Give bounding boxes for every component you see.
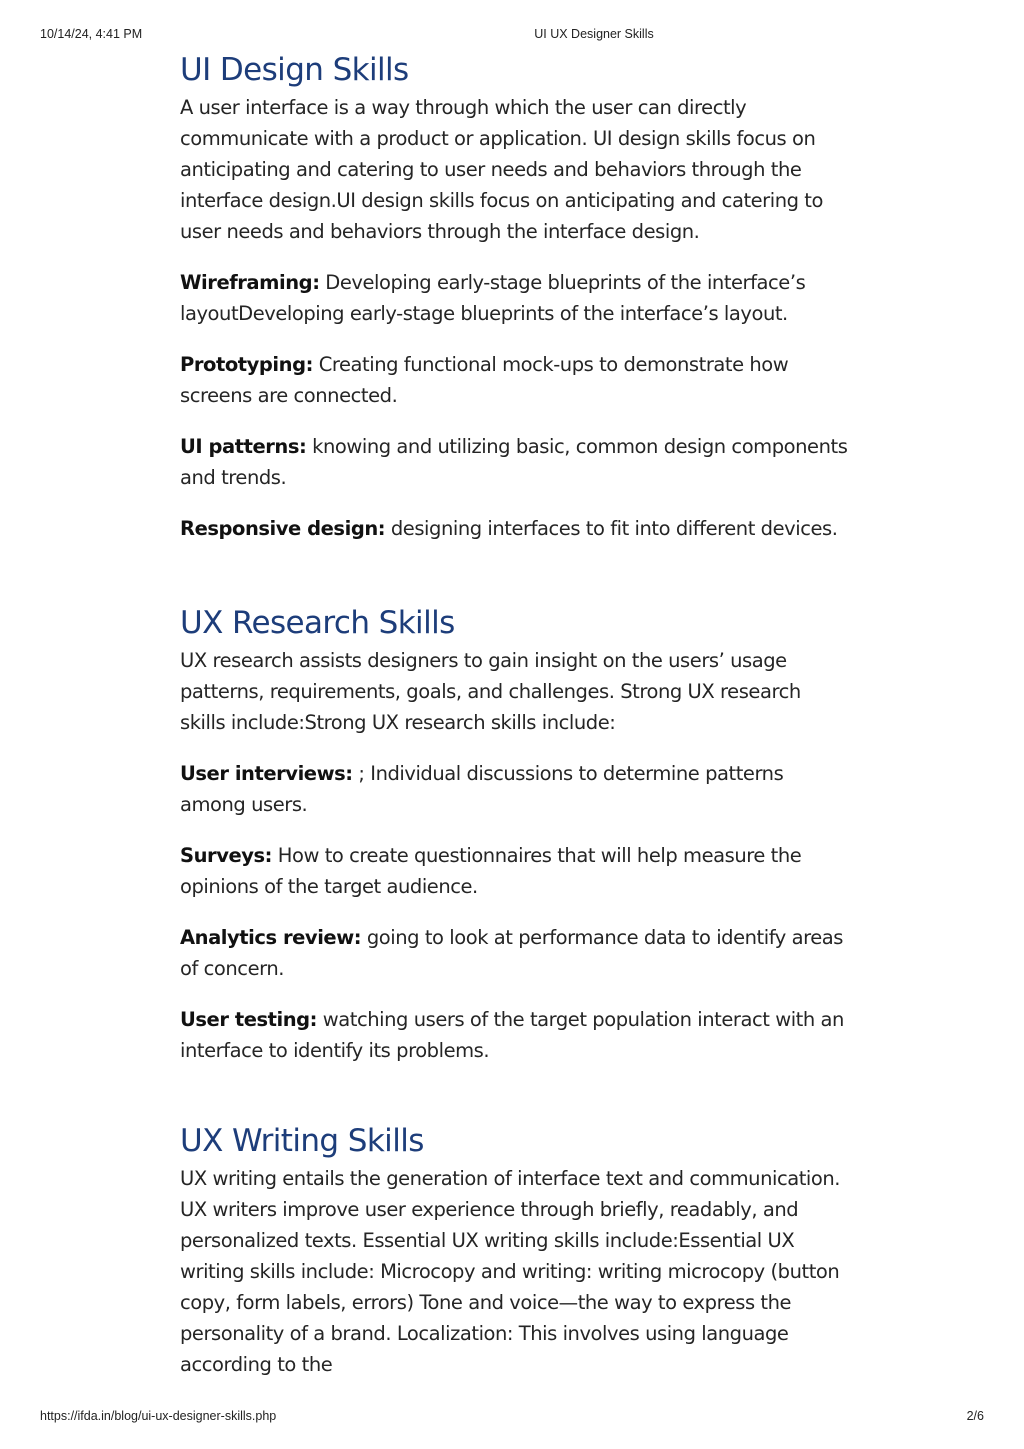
print-url: https://ifda.in/blog/ui-ux-designer-skills.php — [40, 1409, 277, 1423]
skill-description: watching users of the target population interact with an interface to identify its problems. — [180, 1008, 844, 1062]
skill-description: ; Individual discussions to determine patterns among users. — [180, 762, 784, 816]
skill-term: Analytics review: — [180, 926, 362, 949]
skill-term: Responsive design: — [180, 517, 386, 540]
print-page-number: 2/6 — [966, 1409, 984, 1423]
print-header — [0, 27, 1024, 43]
section-spacer — [180, 564, 850, 601]
skill-term: User testing: — [180, 1008, 318, 1031]
print-datetime: 10/14/24, 4:41 PM — [40, 27, 143, 41]
section-intro: UX writing entails the generation of interface text and communication. UX writers improve user experience through briefly, readably, and personalized texts. Essential UX writing skills include:Essential UX writing skills include: Microcopy and writing: writing microcopy (button copy, form labels, errors) Tone and voice—the way to express the personality of a brand. Localization: This involves using language according to the — [180, 1167, 841, 1376]
section-title: UX Research Skills — [180, 605, 455, 641]
skill-term: Surveys: — [180, 844, 272, 867]
skill-description: How to create questionnaires that will help measure the opinions of the target audience. — [180, 844, 802, 898]
skill-item — [180, 431, 850, 493]
skill-term: UI patterns: — [180, 435, 307, 458]
skill-item — [180, 513, 850, 544]
skill-item — [180, 267, 850, 329]
skill-item — [180, 1004, 850, 1066]
print-page-title: UI UX Designer Skills — [534, 27, 654, 41]
skill-description: Creating functional mock-ups to demonstrate how screens are connected. — [180, 353, 789, 407]
ui-design-section — [180, 48, 850, 544]
skill-term: Wireframing: — [180, 271, 320, 294]
section-title: UI Design Skills — [180, 52, 409, 88]
section-intro: UX research assists designers to gain insight on the users’ usage patterns, requirements, goals, and challenges. Strong UX research skills include:Strong UX research skills include: — [180, 649, 801, 734]
article-content — [180, 48, 850, 1400]
skill-description: knowing and utilizing basic, common design components and trends. — [180, 435, 848, 489]
skill-description: Developing early-stage blueprints of the interface’s layoutDeveloping early-stage blueprints of the interface’s layout. — [180, 271, 806, 325]
print-footer — [0, 1409, 1024, 1425]
section-intro: A user interface is a way through which the user can directly communicate with a product or application. UI design skills focus on anticipating and catering to user needs and behaviors through the interface design.UI design skills focus on anticipating and catering to user needs and behaviors through the interface design. — [180, 96, 823, 243]
section-spacer — [180, 1086, 850, 1119]
ux-writing-section — [180, 1119, 850, 1380]
skill-term: Prototyping: — [180, 353, 313, 376]
skill-item — [180, 349, 850, 411]
skill-description: going to look at performance data to identify areas of concern. — [180, 926, 844, 980]
skill-term: User interviews: — [180, 762, 353, 785]
ux-research-section — [180, 601, 850, 1066]
skill-description: designing interfaces to fit into different devices. — [385, 517, 838, 540]
skill-item — [180, 758, 850, 820]
skill-item — [180, 840, 850, 902]
skill-item — [180, 922, 850, 984]
section-title: UX Writing Skills — [180, 1123, 424, 1159]
